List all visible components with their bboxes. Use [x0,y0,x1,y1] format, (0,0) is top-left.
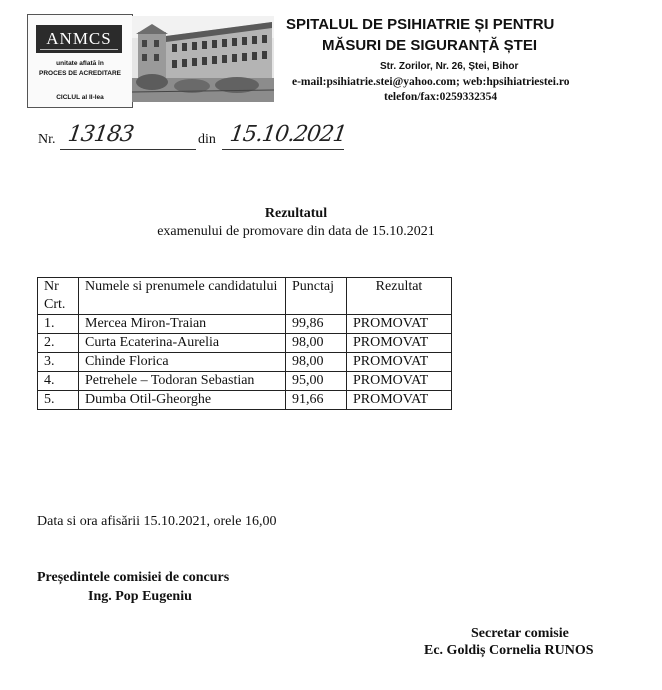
row-nr: 1. [38,315,79,334]
row-score: 98,00 [286,334,347,353]
row-score: 98,00 [286,353,347,372]
accreditation-logo [27,14,133,108]
document-title: Rezultatul [264,206,328,221]
table-row [38,334,452,353]
column-header-result: Rezultat [347,278,452,315]
column-header-nr: Nr Crt. [38,278,79,315]
hospital-email-web: e-mail:psihiatrie.stei@yahoo.com; web:hpsihiatriestei.ro [292,76,570,88]
registration-date-underline [222,149,344,150]
row-candidate-name: Mercea Miron-Traian [79,315,286,334]
row-nr: 3. [38,353,79,372]
table-row [38,372,452,391]
column-header-name: Numele si prenumele candidatului [79,278,286,315]
row-candidate-name: Curta Ecaterina-Aurelia [79,334,286,353]
secretary-title: Secretar comisie [471,626,569,641]
row-nr: 4. [38,372,79,391]
row-score: 95,00 [286,372,347,391]
column-header-score: Punctaj [286,278,347,315]
row-nr: 5. [38,391,79,410]
table-header-row [38,278,452,315]
registration-number-underline [60,149,196,150]
row-nr: 2. [38,334,79,353]
secretary-name: Ec. Goldiș Cornelia RUNOS [424,643,594,658]
registration-date-label: din [198,132,216,147]
row-candidate-name: Chinde Florica [79,353,286,372]
table-row [38,391,452,410]
logo-line-2: PROCES DE ACREDITARE [39,70,121,77]
row-candidate-name: Dumba Otil-Gheorghe [79,391,286,410]
anmcs-brand-text: ANMCS [46,29,112,48]
logo-line-1: unitate aflată în [56,60,104,67]
hospital-phone: telefon/fax:0259332354 [384,91,498,103]
hospital-building-photo [132,16,274,102]
hospital-name-line-1: SPITALUL DE PSIHIATRIE ȘI PENTRU [286,16,555,33]
registration-number-handwritten: 13183 [66,122,135,147]
row-result: PROMOVAT [347,372,452,391]
registration-number-label: Nr. [38,132,56,147]
row-candidate-name: Petrehele – Todoran Sebastian [79,372,286,391]
row-result: PROMOVAT [347,391,452,410]
results-table [37,277,452,410]
row-result: PROMOVAT [347,353,452,372]
table-row [38,353,452,372]
row-result: PROMOVAT [347,315,452,334]
president-title: Președintele comisiei de concurs [37,570,230,585]
anmcs-logo-mark [36,25,122,53]
registration-date-handwritten: 15.10.2021 [228,122,348,147]
row-score: 99,86 [286,315,347,334]
table-row [38,315,452,334]
hospital-address: Str. Zorilor, Nr. 26, Ștei, Bihor [380,61,519,72]
row-result: PROMOVAT [347,334,452,353]
document-subtitle: examenului de promovare din data de 15.10.2021 [157,224,435,239]
row-score: 91,66 [286,391,347,410]
hospital-name-line-2: MĂSURI DE SIGURANȚĂ ȘTEI [322,37,538,54]
posting-date: Data si ora afisării 15.10.2021, orele 16,00 [37,514,277,529]
logo-line-3: CICLUL al II-lea [56,94,104,101]
president-name: Ing. Pop Eugeniu [88,589,192,604]
